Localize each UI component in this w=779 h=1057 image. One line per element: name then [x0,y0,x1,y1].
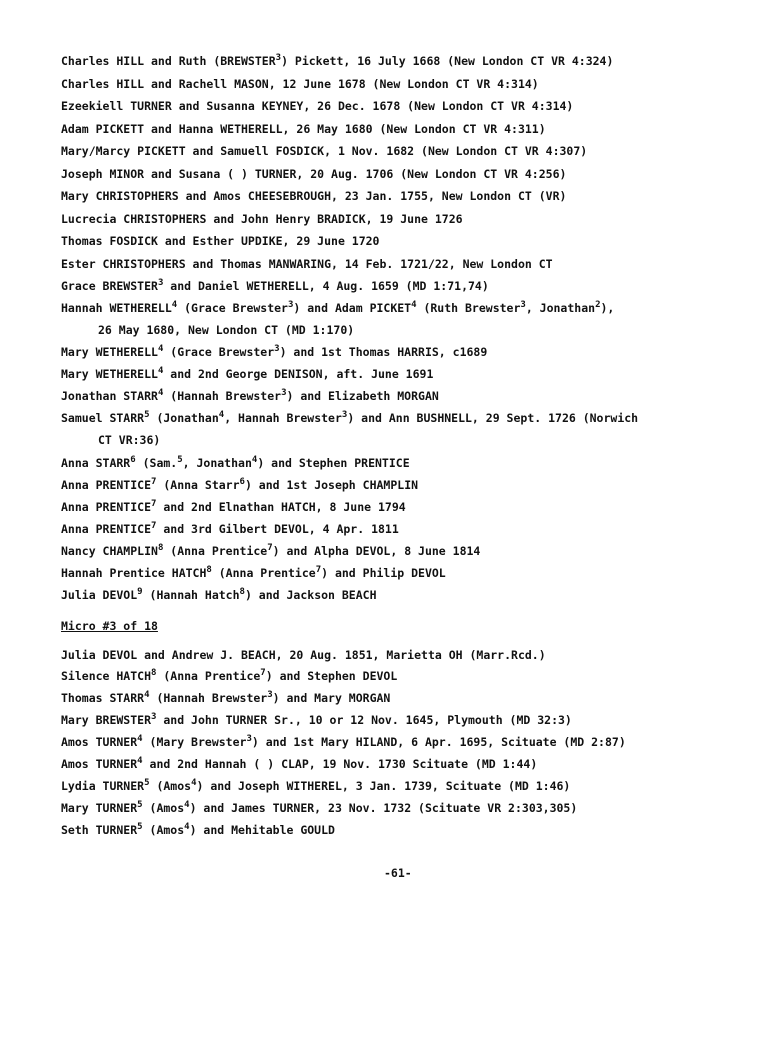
entry-line: Charles HILL and Ruth (BREWSTER$^3$) Pickett, 16 July 1668 (New London CT VR 4:324) [61,53,614,68]
entry-line: Charles HILL and Rachell MASON, 12 June 1678 (New London CT VR 4:314) [61,77,539,91]
entry-continuation: 26 May 1680, New London CT (MD 1:170) [98,323,355,337]
entry-line: Joseph MINOR and Susana ( ) TURNER, 20 Aug. 1706 (New London CT VR 4:256) [61,167,567,181]
entry-line: Ester CHRISTOPHERS and Thomas MANWARING, 14 Feb. 1721/22, New London CT [61,257,553,271]
entry-line: Ezeekiell TURNER and Susanna KEYNEY, 26 Dec. 1678 (New London CT VR 4:314) [61,99,574,113]
entry-line: Mary WETHERELL$^4$ (Grace Brewster$^3$) and 1st Thomas HARRIS, c1689 [61,344,488,359]
entry-line: Adam PICKETT and Hanna WETHERELL, 26 May 1680 (New London CT VR 4:311) [61,122,546,136]
entry-line: Mary WETHERELL$^4$ and 2nd George DENISON, aft. June 1691 [61,366,434,381]
entry-line: Amos TURNER$^4$ (Mary Brewster$^3$) and 1st Mary HILAND, 6 Apr. 1695, Scituate (MD 2:87) [61,734,626,749]
entry-line: Thomas FOSDICK and Esther UPDIKE, 29 June 1720 [61,234,380,248]
entry-line: Hannah Prentice HATCH$^8$ (Anna Prentice$^7$) and Philip DEVOL [61,565,446,580]
entry-line: Hannah WETHERELL$^4$ (Grace Brewster$^3$) and Adam PICKET$^4$ (Ruth Brewster$^3$, Jonathan$^2$), [61,300,615,315]
entry-continuation: CT VR:36) [98,433,161,447]
entry-line: Lucrecia CHRISTOPHERS and John Henry BRADICK, 19 June 1726 [61,212,463,226]
entry-line: Thomas STARR$^4$ (Hannah Brewster$^3$) and Mary MORGAN [61,690,391,705]
entry-line: Jonathan STARR$^4$ (Hannah Brewster$^3$) and Elizabeth MORGAN [61,388,439,403]
entry-line: Samuel STARR$^5$ (Jonathan$^4$, Hannah Brewster$^3$) and Ann BUSHNELL, 29 Sept. 1726 (Norwich [61,410,639,425]
entry-line: Mary/Marcy PICKETT and Samuell FOSDICK, 1 Nov. 1682 (New London CT VR 4:307) [61,144,588,158]
entry-line: Anna STARR$^6$ (Sam.$^5$, Jonathan$^4$) and Stephen PRENTICE [61,455,410,470]
entry-line: Grace BREWSTER$^3$ and Daniel WETHERELL, 4 Aug. 1659 (MD 1:71,74) [61,278,489,293]
entry-line: Mary CHRISTOPHERS and Amos CHEESEBROUGH, 23 Jan. 1755, New London CT (VR) [61,189,567,203]
entry-line: Mary BREWSTER$^3$ and John TURNER Sr., 10 or 12 Nov. 1645, Plymouth (MD 32:3) [61,712,572,727]
entry-line: Mary TURNER$^5$ (Amos$^4$) and James TURNER, 23 Nov. 1732 (Scituate VR 2:303,305) [61,800,578,815]
entry-line: Lydia TURNER$^5$ (Amos$^4$) and Joseph WITHEREL, 3 Jan. 1739, Scituate (MD 1:46) [61,778,571,793]
entry-line: Anna PRENTICE$^7$ (Anna Starr$^6$) and 1st Joseph CHAMPLIN [61,477,419,492]
page-number: -61- [384,866,412,880]
entry-line: Anna PRENTICE$^7$ and 2nd Elnathan HATCH, 8 June 1794 [61,499,406,514]
entry-line: Julia DEVOL and Andrew J. BEACH, 20 Aug. 1851, Marietta OH (Marr.Rcd.) [61,648,546,662]
entry-line: Seth TURNER$^5$ (Amos$^4$) and Mehitable GOULD [61,822,335,837]
entry-line: Nancy CHAMPLIN$^8$ (Anna Prentice$^7$) and Alpha DEVOL, 8 June 1814 [61,543,481,558]
entry-line: Amos TURNER$^4$ and 2nd Hannah ( ) CLAP, 19 Nov. 1730 Scituate (MD 1:44) [61,756,538,771]
section-heading: Micro #3 of 18 [61,619,158,633]
entry-line: Anna PRENTICE$^7$ and 3rd Gilbert DEVOL, 4 Apr. 1811 [61,521,399,536]
entry-line: Julia DEVOL$^9$ (Hannah Hatch$^8$) and Jackson BEACH [61,587,377,602]
entry-line: Silence HATCH$^8$ (Anna Prentice$^7$) and Stephen DEVOL [61,668,398,683]
